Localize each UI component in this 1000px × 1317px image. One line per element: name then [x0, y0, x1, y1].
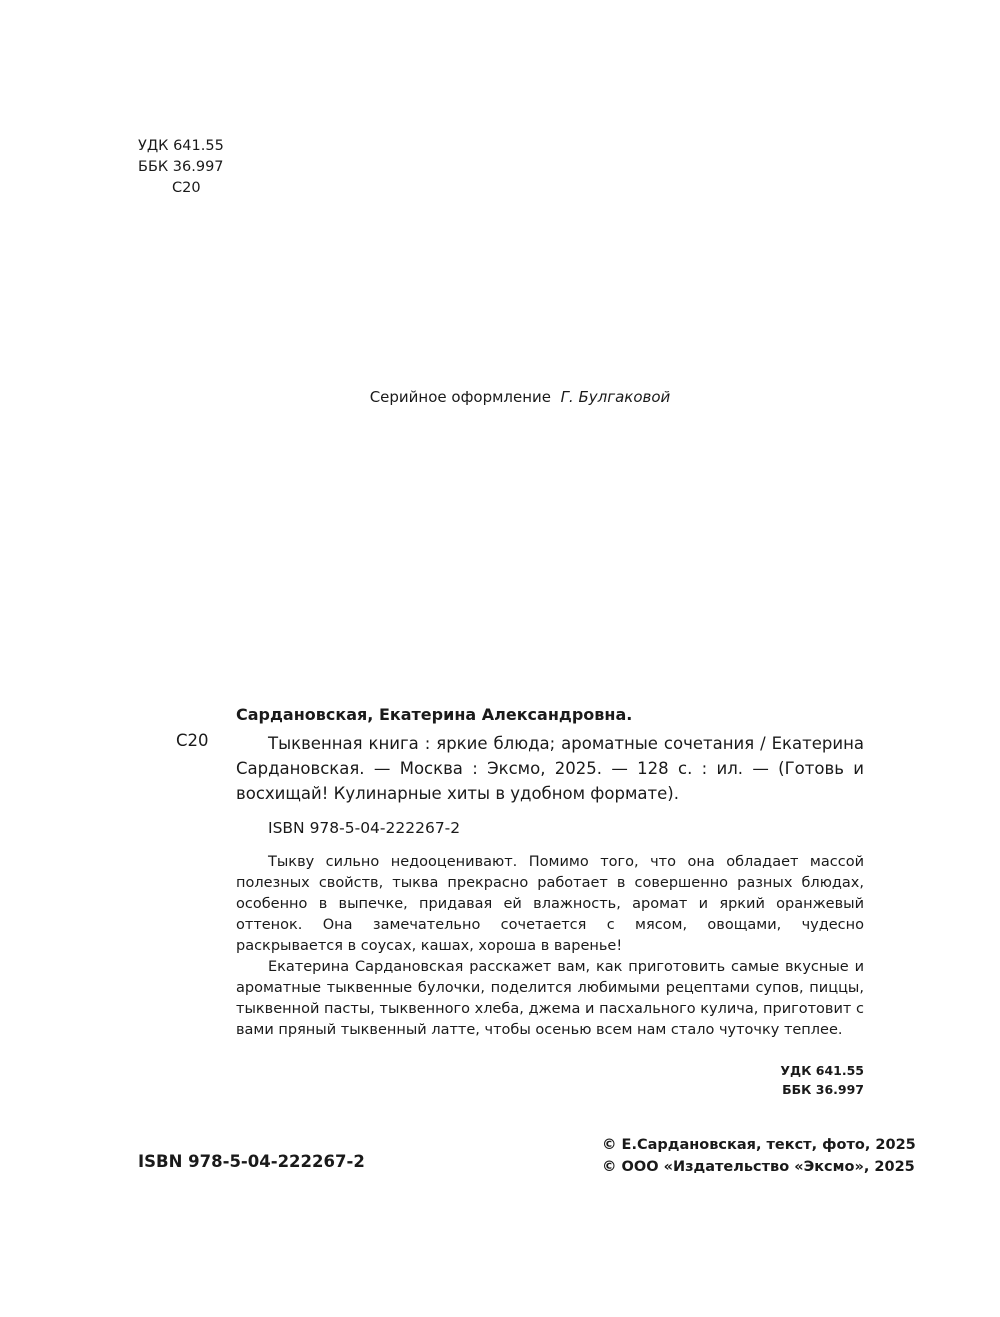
entry-isbn: ISBN 978-5-04-222267-2 — [268, 819, 461, 837]
copyright-publisher: © ООО «Издательство «Эксмо», 2025 — [602, 1159, 915, 1175]
udk-code-bold: УДК 641.55 — [780, 1063, 864, 1078]
copyright-author: © Е.Сардановская, текст, фото, 2025 — [602, 1137, 916, 1153]
series-design-credit — [0, 388, 1000, 406]
bbk-code: ББК 36.997 — [138, 159, 224, 175]
series-design-label: Серийное оформление — [369, 388, 552, 406]
isbn-number: ISBN 978-5-04-222267-2 — [138, 1152, 365, 1171]
series-designer-name: Г. Булгаковой — [560, 388, 671, 406]
bbk-code-bold: ББК 36.997 — [782, 1082, 864, 1097]
entry-author: Сардановская, Екатерина Александровна. — [236, 705, 633, 724]
bottom-classification-codes — [700, 1061, 864, 1099]
annotation-paragraph: Тыкву сильно недооценивают. Помимо того, что она обладает массой полезных свойств, тыква прекрасно работает в совершенно разных блюдах, особенно в выпечке, придавая ей влажность, аромат и яркий оранжевый оттенок. Она замечательно сочетается с мясом, овощами, чудесно раскрывается в соусах, кашах, хороша в варенье! — [236, 854, 864, 954]
author-mark: С20 — [172, 180, 201, 196]
entry-description: Тыквенная книга : яркие блюда; ароматные сочетания / Екатерина Сардановская. — Москва : Эксмо, 2025. — 128 с. : ил. — (Готовь и восхищай! Кулинарные хиты в удобном формате). — [236, 734, 864, 803]
udk-code: УДК 641.55 — [138, 138, 224, 154]
copyright-notices — [602, 1134, 916, 1178]
annotation — [236, 852, 864, 1041]
annotation-paragraph: Екатерина Сардановская расскажет вам, как приготовить самые вкусные и ароматные тыквенные булочки, поделится любимыми рецептами супов, пиццы, тыквенной пасты, тыквенного хлеба, джема и пасхального кулича, приготовит с вами пряный тыквенный латте, чтобы осенью всем нам стало чуточку теплее. — [236, 959, 864, 1038]
top-classification-codes — [138, 136, 224, 199]
entry-author-mark: С20 — [176, 731, 209, 750]
